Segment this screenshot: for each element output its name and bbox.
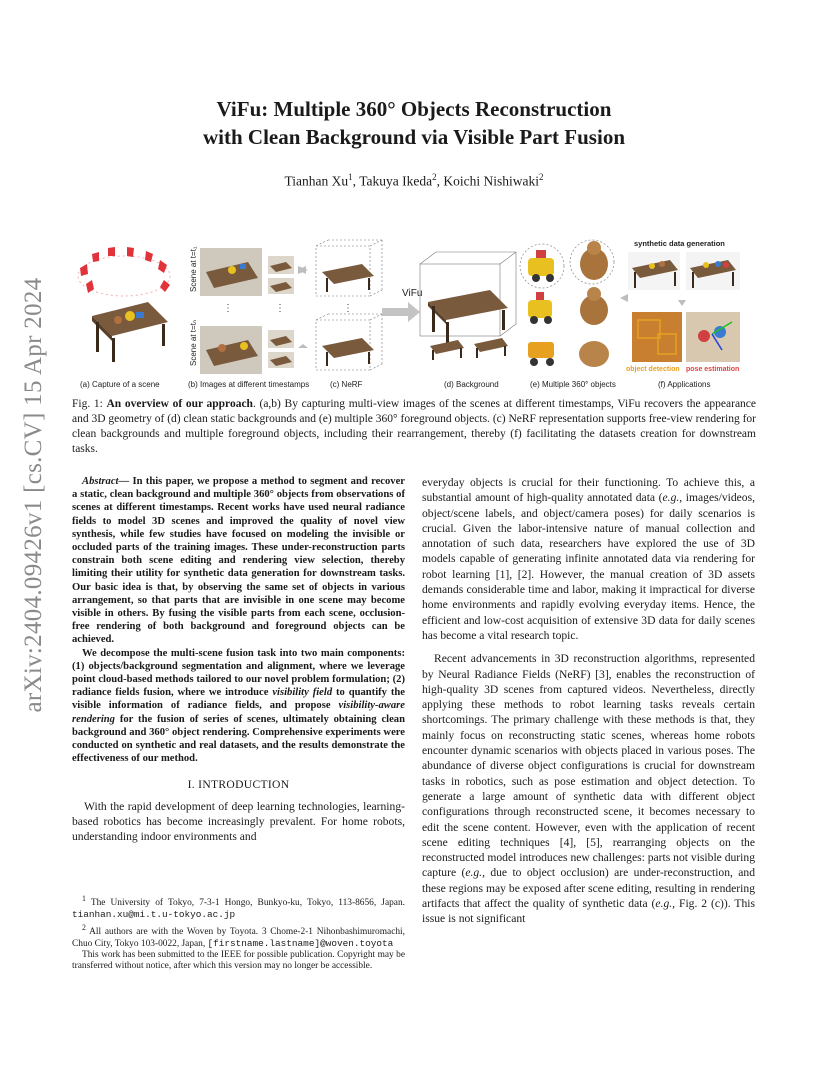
abstract-text: — In this paper, we propose a method to segment and recover a static, clean background and multiple 360° objects from observations of scenes at different timestamps. Recent works have used neural radiance fields to model 3D scenes and improved the quality of novel view synthesis, while few studies have focused on modeling the invisible or occluded parts of the training images. These under-reconstruction parts constrain both scene editing and rendering view selection, thereby limiting their utility for synthetic data generation for downstream tasks. Our basic idea is that, by observing the same set of objects in various arrangement, so that parts that are invisible in one scene may become visible in others. By fusing the visible parts from each scene, occlusion-free rendering of both background and foreground objects can be achieved. xyxy=(72,476,405,646)
body-italic: e.g., xyxy=(655,897,676,911)
figure-caption xyxy=(72,397,756,457)
arxiv-stamp xyxy=(14,277,54,713)
intro-paragraph: With the rapid development of deep learning technologies, learning-based robotics has become increasingly prevalent. For home robots, understanding indoor environments and xyxy=(72,799,405,844)
abstract-p2-text: to quantify the visible information of radiance fields, and propose xyxy=(72,687,405,712)
abstract-p1 xyxy=(72,475,405,647)
right-column xyxy=(422,475,755,927)
camera-ring xyxy=(78,247,170,296)
footnote-1: $^1$ The University of Tokyo, 7-3-1 Hongo, Bunkyo-ku, Tokyo, 113-8656, Japan. tianhan.xu@mi.t.u-tokyo.ac.jp xyxy=(72,894,405,921)
overview-figure xyxy=(72,238,756,393)
synthetic-label: synthetic data generation xyxy=(634,239,725,248)
nerf-tables xyxy=(322,264,374,366)
abstract-label: Abstract xyxy=(82,476,119,487)
label-d: (d) Background xyxy=(444,380,499,389)
caption-text: . (a,b) By capturing multi-view images of the scenes at different timestamps, ViFu recovers the appearance and 3D geometry of (d) clean static backgrounds and (e) multiple 360° foreground objects. (c) NeRF representation supports free-view rendering for clean backgrounds and multiple foreground objects, including their rearrangement, thereby (f) facilitating the datasets creation for downstream tasks. xyxy=(72,398,757,455)
author-name: Koichi Nishiwaki xyxy=(443,173,539,189)
footnote-text: All authors are with the Woven by Toyota. 3 Chome-2-1 Nihonbashimuromachi, Chuo City, Tokyo 103-0022, Japan, xyxy=(72,926,405,949)
label-b: (b) Images at different timestamps xyxy=(188,380,310,389)
label-c: (c) NeRF xyxy=(330,380,363,389)
body-text: Fig. 2 (c)). This issue is not significant xyxy=(422,897,755,926)
arrow-b-c xyxy=(298,266,308,348)
label-a: (a) Capture of a scene xyxy=(80,380,160,389)
footnote-3: This work has been submitted to the IEEE for possible publication. Copyright may be transferred without notice, after which this version may no longer be accessible. xyxy=(72,950,405,972)
svg-text:⋮: ⋮ xyxy=(343,303,353,314)
vifu-arrow xyxy=(382,302,420,322)
synthetic-tables xyxy=(628,252,740,306)
right-paragraph-1 xyxy=(422,475,755,643)
left-column xyxy=(72,475,405,845)
body-text: everyday objects is crucial for their functioning. To achieve this, a substantial amount of high-quality annotated data ( xyxy=(422,476,755,505)
arxiv-stamp-text: arXiv:2404.09426v1 [cs.CV] 15 Apr 2024 xyxy=(20,277,47,713)
object-detection-label: object detection xyxy=(626,366,680,373)
body-italic: e.g., xyxy=(662,491,683,505)
scene-t1-label: Scene at t=t₁ xyxy=(189,246,198,292)
author-name: Takuya Ikeda xyxy=(359,173,433,189)
svg-text:⋮: ⋮ xyxy=(275,303,285,314)
pose-estimation-label: pose estimation xyxy=(686,366,740,373)
label-e: (e) Multiple 360° objects xyxy=(530,380,616,389)
abstract-p2 xyxy=(72,647,405,766)
footnotes xyxy=(72,893,405,972)
author-affiliation: 2 xyxy=(432,172,437,182)
paper-title-line1: ViFu: Multiple 360° Objects Reconstruction xyxy=(216,97,612,121)
footnote-2: $^2$ All authors are with the Woven by Toyota. 3 Chome-2-1 Nihonbashimuromachi, Chuo City, Tokyo 103-0022, Japan, [firstname.lastname]@woven.toyota xyxy=(72,922,405,949)
vifu-label: ViFu xyxy=(402,288,423,299)
overview-figure-graphic xyxy=(72,238,756,393)
background-table xyxy=(428,290,508,360)
image-thumbs xyxy=(200,248,294,374)
abstract-p2-text: for the fusion of series of scenes, ultimately obtaining clean background and 360° object rendering. Comprehensive experiments were conducted on synthetic and real datasets, and the results demonstrate the effectiveness of our method. xyxy=(72,713,405,765)
footnote-text: The University of Tokyo, 7-3-1 Hongo, Bunkyo-ku, Tokyo, 113-8656, Japan. xyxy=(90,898,405,909)
caption-bold: An overview of our approach xyxy=(106,398,253,410)
abstract-term: visibility field xyxy=(272,687,333,699)
footnote-email: tianhan.xu@mi.t.u-tokyo.ac.jp xyxy=(72,909,236,921)
author-affiliation: 2 xyxy=(538,172,544,182)
author-affiliation: 1 xyxy=(348,172,353,182)
body-text: Recent advancements in 3D reconstruction algorithms, represented by Neural Radiance Fields (NeRF) [3], enables the reconstruction of high-quality 3D scenes from captured videos. Nevertheless, directly applying these methods to robot learning tasks reveals certain shortcomings. The primary challenge with these methods is that, they mainly focus on reconstructing static scenes, whereas home robots encounter dynamic scenarios with objects placed in various poses. The abundance of diverse object configurations is crucial for downstream tasks in robotics, such as pose estimation and object detection. To generate a large amount of synthetic data with different object configurations through reconstructed scene, it becomes necessary to edit the scene content. However, even with the application of recent scene editing techniques [4], [5], rearranging objects on the reconstructed model introduces new challenges: parts not visible during capture ( xyxy=(422,652,755,880)
author-name: Tianhan Xu xyxy=(284,173,349,189)
detection-images xyxy=(632,312,740,362)
scene-tn-label: Scene at t=tₙ xyxy=(189,319,198,366)
right-paragraph-2 xyxy=(422,651,755,926)
abstract-term: visibility-aware rendering xyxy=(72,700,405,725)
abstract-p2-text: We decompose the multi-scene fusion task into two main components: (1) objects/background segmentation and alignment, where we leverage point cloud-based methods tailored to our novel problem formulation; (2) radiance fields fusion, where we introduce xyxy=(72,647,405,699)
caption-label: Fig. 1: xyxy=(72,398,103,410)
objects-grid xyxy=(520,240,614,367)
table-a xyxy=(92,302,168,362)
body-text: due to object occlusion) are under-reconstruction, and these regions may be exposed after scene editing, resulting in rendering artifacts that affect the quality of synthetic data ( xyxy=(422,866,756,911)
authors: Tianhan Xu$^1$, Takuya Ikeda$^2$, Koichi Nishiwaki$^2$ xyxy=(284,172,544,189)
body-text: images/videos, object/scene labels, and object/camera poses) for daily scenarios is crucial. Given the labor-intensive nature of manual collection and annotation of such data, researchers have explored the use of 3D models capable of generating infinite annotated data via rendering for robot learning [1], [2]. However, the manual creation of 3D assets demands considerable time and labor, making it impractical for diverse home environments and rapidly evolving everyday items. Hence, the efficient and low-cost acquisition of extensive 3D data for daily scenes has become a vital research topic. xyxy=(422,491,755,642)
svg-text:⋮: ⋮ xyxy=(223,303,233,314)
paper-title-line2: with Clean Background via Visible Part Fusion xyxy=(202,125,625,149)
footnote-email: [firstname.lastname]@woven.toyota xyxy=(207,937,394,949)
arrow-e-f xyxy=(620,294,628,302)
section-heading: I. INTRODUCTION xyxy=(187,778,290,792)
body-italic: e.g., xyxy=(465,866,485,880)
label-f: (f) Applications xyxy=(658,380,711,389)
